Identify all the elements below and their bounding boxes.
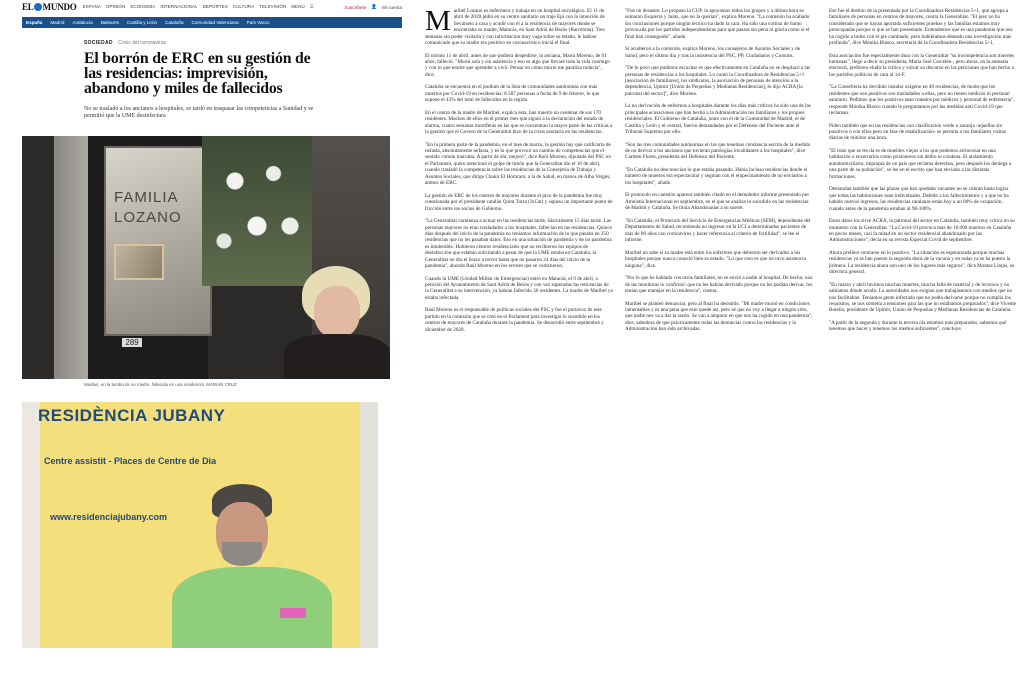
paragraph: "La Conselleria ha decidido instalar oxígeno en 40 residencias, de modo que los residentes que son positivos son trasladados a ellas, pero no tienen médicos ni personal sanitario. Pedimos que los positivos sean tratados por médicos y personal de enfermería", responde Mónika Blasco cuando le preguntamos por las medidas anti Covid-19 que reclaman. [829,84,1015,117]
paragraph: El protocolo en cuestión aparece también citado en el demoledor informe presentado por Amnistía Internacional en septiembre, en el que se analiza lo sucedido en las residencias de Madrid y Cataluña. Se titula Abandonadas a su suerte. [625,192,810,212]
region-comunidad-valenciana[interactable]: Comunidad Valenciana [191,20,239,25]
nav-item-espana[interactable]: ESPAÑA [82,4,101,9]
paragraph: "En Cataluña, el Protocolo del Servicio de Emergencias Médicas (SEM), dependiente del Departamento de Salud, recomienda no ingresar en la UCI a determinados pacientes de más de 80 años con coronavirus y hacer referencia al criterio de fortilidad", se lee el informe. [625,217,811,244]
paragraph: Estos datos los sirve ACRA, la patronal del sector en Cataluña, también muy crítica en su momento con la Generalitat. "La Covid-19 provoca más de 16.000 muertos en Cataluña en pocos meses, casi la mitad en un sector residencial abandonado por las Administraciones", decía en su revista Especial Covid de septiembre. [829,218,1015,244]
nav-item-opinion[interactable]: OPINIÓN [105,4,126,9]
photo-grave-plaque-text [114,188,182,228]
paragraph: Si acudieron a la comisión, explica Moreno, los consejeros de Asuntos Sociales y de Salud, pero el último día y tras la insistencia del PSC, PP, Ciudadanos y Comuns. [625,46,801,59]
paragraph: Ahora prefiere centrarse en lo positivo. "La situación es esperanzada porque muchas residencias ya se han puesto la segunda dosis de la vacuna y en todas ya se ha puesto la primera. La residencia ahora son uno de los lugares más seguros", dice Montse Llopis, su directora general. [829,249,1015,276]
photo-grave [22,136,390,379]
section-tag[interactable]: Crisis del coronavirus [118,40,166,46]
paragraph: La gestión de ERC de los centros de mayores durante el pico de la pandemia fue muy cuestionada por el presidente catalán Quim Torra (JxCat) y supuso un importante punto de fricción entre los socios de Gobierno. [425,192,613,212]
paragraph: Cuando la UME (Unidad Militar de Emergencias) entró en Matacás, el 9 de abril, a petición del Ayuntamiento de Sant Adrià de Besòs y con vez superadas las reticencias de la Generalitat a su intervención, ya habían fallecido 36 residentes. La madre de Maribel ya estaba infectada. [425,275,613,301]
region-pais-vasco[interactable]: País Vasco [246,20,270,25]
paragraph: "La Generalitat comienza a actuar en las residencias tarde, básicamente 15 días tarde. Las personas mayores no eran trasladados a los hospitales, fallecían en las residencias. Quince días después del inicio de la pandemia no teníamos información de lo que pasaba en 250 residencias que no les pasaban datos. Eso en una situación de pandemia y de no pandemia es intolerable. Hubieron centros residenciales que no recibieron los equipos de desinfección que estaban solicitando a pesar de que la UME estaba en Cataluña, la Generalitat no dio el brazo a torcer hasta que no pasaron 24 días del inicio de la pandemia", ahonda Raúl Moreno en los errores que se cometieron. [425,218,612,269]
region-madrid[interactable]: Madrid [50,20,65,25]
menu-icon[interactable]: ☰ [309,4,314,9]
paragraph: "El trato que se les da es de muebles viejos a los que podemos arrinconar en una habitación o encerrarlos como prisioneros sin delito ni condena. El aislamiento autodomiciliario, impropia de un país que reclama derechos, pero después los deniega a una parte de su población", se lee en el escrito que han enviado a las distintas formaciones. [829,148,1012,180]
plaque-line-2: LOZANO [114,209,182,226]
paragraph: "En marzo y abril tuvimos muchas muertes, mucha falta de material y de recursos y no sabíamos dónde acudir. La autoridades nos exigían que trabajásemos con medios que no nos facilitaban. Teníamos gente infectada que no podía derivarse porque no cumplía los requisitos, se nos sometía a tensiones para las que no estábamos preparados", dice Vicente Botella, presidente de Upimir, Unión de Pequeñas y Medianas Residencias de Cataluña. [829,281,1017,314]
photo-grave-plaque [104,146,212,336]
photo-grave-number: 289 [122,338,142,347]
article-column-2 [625,8,813,339]
paragraph: "A partir de la segunda y durante la tercera ola estamos más preparados, sabemos qué tenemos que hacer y tenemos los medios suficientes", concluye. [829,319,1007,333]
region-espana[interactable]: España [26,20,43,25]
top-nav [83,4,314,10]
nav-item-deportes[interactable]: DEPORTES [202,4,228,9]
user-icon[interactable]: 👤 [371,4,378,9]
paragraph: "Fue un desastre. Lo propuso la CUP, la apoyamos todos los grupos y a última hora se sumaron Esquerra y Junts, que no la querían", explica Moreno. "La comisión ha acabado sin conclusiones porque ningún técnico ha dado la cara. Ha sido una cortina de humo provocada por los partidos independentistas para que pasara sin pena ni gloria como si el final han conseguido", añade. [625,8,810,40]
photo-grave-flowers [202,136,312,286]
article-left-column [22,0,402,676]
paragraph: La no derivación de enfermos a hospitales durante los días más críticos ha sido una de las principales acusaciones que han hecho a la Administración los familiares y los propios residenciales. El Gobierno de Cataluña, junto con el de la Comunidad de Madrid, el de Castilla y León y el central, fueron demandados por el Defensor del Paciente ante el Tribunal Supremo por ello. [625,103,811,136]
paragraph: "De lo poco que pudimos escuchar es que efectivamente en Cataluña no se desplazó a las personas de residencias a los hospitales. Lo contó la Coordinadora de Residencias 5+1 [asociación de familiares], los sindicatos, la asociación de personas de atención a la dependencia, Upimir [Unión de Pequeñas y Medianas Residencias], lo dijo ACRA [la patronal del sector]", dice Moreno. [625,65,811,97]
paragraph: Maribel no sabe si su madre está entre los enfermos que debieron ser derivados a los hospitales porque nunca conoció bien su estado. "Lo que creo es que no tuvo asistencia ninguna", dice. [625,249,806,269]
photo-man-beard [222,542,262,566]
plaque-line-1: FAMILIA [114,189,179,206]
nav-item-internacional[interactable]: INTERNACIONAL [160,4,198,9]
paragraph: Raúl Moreno es el responsable de políticas sociales del PSC y fue el portavoz de este partido en la comisión que se creó en el Parlament para investigar lo sucedido en los centros de mayores de Cataluña durante la pandemia. Se desarrolló entre septiembre y diciembre de 2020. [425,307,604,333]
region-cataluna[interactable]: Cataluña [165,20,184,25]
region-baleares[interactable]: Baleares [100,20,119,25]
paragraph: "En la primera parte de la pandemia, en el mes de marzo, la gestión hay que calificarla de nefasta, absolutamente nefasta, y es lo que provocó un cambio de competencias que el sentido común marcaba. A partir de ahí, mejoró", dice Raúl Moreno, diputado del PSC en el Parlament, quien mencionó el golpe de timón que la Generalitat dio el 10 de abril, cuando trasladó la competencia sobre las residencias de la Consejería de Trabajo y Asuntos Sociales, que dirige Chakir El Homrani, a la de Salud, en manos de Alba Vergés, ambos de ERC. [425,141,611,187]
residence-sign-web: www.residenciajubany.com [50,512,168,522]
paragraph: Piden también que en las residencias con clasificación verde o naranja -aquellas sin positivos o con ellos pero en fase de estabilización- se permita a los familiares visitas diarias de mínimo una hora. [829,122,1006,142]
region-castilla-leon[interactable]: Castilla y León [126,20,158,25]
photo-woman-face [314,286,360,338]
paragraph: Demandan también que las plazas que han quedado vacantes no se cubran hasta lograr que todas las habitaciones sean individuales. Debido a los fallecimientos y a que no ha habido nuevos ingresos, las residencias catalanas están hoy a un 80% de ocupación, cuando antes de la pandemia estaban al 98-100%. [829,186,1009,212]
photo-man-badge [280,608,306,618]
residence-sign-title: RESIDÈNCIA JUBANY [38,406,226,425]
paragraph: Esta asociación fue especialmente dura con la Generalitat "su incompetencia son muertes humanas", llegó a decir su presidenta, María José Carcelén-, pero ahora, en la antesala electoral, prefieren eludir la crítica y volcar su discurso en las peticiones que han hecho a los partidos políticos de cara al 14-F. [829,52,1015,78]
article-column-1 [425,5,613,339]
photo-grave-caption: Maribel, en la tumba de su madre, fallecida en una residencia. MARIAN CRUZ [84,382,237,387]
paragraph: El mismo 11 de abril, antes de que pudiera despedirse, la anciana, María Moreno, de 91 años, falleció. "Murió sola y sin asistencia y eso es algo que llevaré toda la vida conmigo y con lo que tendré que aprender a vivir. Pensar en cómo murió me paraliza todavía", dice. [425,52,610,78]
account-area [344,4,402,10]
photo-residence [22,402,378,648]
subscribe-link[interactable]: Suscríbete [344,4,367,10]
nav-item-menu[interactable]: MENÚ [291,4,305,9]
photo-man-body [172,567,332,648]
region-andalucia[interactable]: Andalucía [72,20,93,25]
dropcap: M [425,5,451,37]
paragraph: "Son las tres comunidades autónomas en las que tenemos constancia escrita de la medida de no derivar a los ancianos que tuvieran patologías invalidantes a los hospitales", dice Carmen Flores, presidenta del Defensor del Paciente. [625,141,810,161]
nav-item-cultura[interactable]: CULTURA [232,4,255,9]
photo-grave-portrait [114,244,164,280]
paragraph-text: aribel Lozano es enfermera y trabaja en un hospital oncológico. El 11 de abril de 2020 pidió en su centro sanitario un traje Epi con la intención de llevárselo a casa y acudir con él a la residencia de mayores donde se encontraba su madre, Matacás, en Sant Adrià de Besòs (Barcelona). Tres semanas sin poder visitarla y con información muy vaga sobre su estado, le habían comunicado que su madre era positivo en coronavirus e iniciá el final. [425,8,605,47]
nav-item-television[interactable]: TELEVISIÓN [259,4,287,9]
region-bar [22,17,402,28]
top-bar [22,0,402,14]
article-column-3 [829,8,1017,339]
paragraph: En el centro de la madre de Maribel, explica ésta, han muerto un centenar de sus 170 residentes. Muchos de ellos en el primer mes que siguió a la declaración del estado de alarma, cuatro semanas mortíferas en las que se concentran la mayor parte de las críticas a la gestión que el Govern de la Generalitat hizo de la crisis sanitaria en las residencias. [425,109,613,136]
article-deck: No se trasladó a los ancianos a hospitales, se tardó en traspasar las competencias a Sanidad y se permitió que la UME desinfectara [84,106,314,119]
site-logo[interactable]: EL MUNDO [22,2,77,12]
residence-sign-subtitle: Centre assistit - Places de Centre de Dia [44,456,217,466]
nav-item-economia[interactable]: ECONOMÍA [130,4,156,9]
article-headline: El borrón de ERC en su gestión de las residencias: imprevisión, abandono y miles de fallecidos [84,50,311,97]
paragraph [425,5,613,47]
section-name[interactable]: SOCIEDAD [84,40,113,46]
paragraph: "Por lo que he hablado con otros familiares, no se envió a nadie al hospital. De hecho, una de las monitoras lo confirmó: que no les habían derivado porque no los podían derivar, los tenían que manejar en la residencia", cuenta. [625,275,813,294]
paragraph: Cataluña se encuentra en el podium de la lista de comunidades autónomas con más muertos por Covid-19 en residencias: 8.587 personas a fecha de 9 de febrero, lo que supone el 43% del total de fallecidos en la región. [425,84,600,104]
section-label [84,40,402,46]
paragraph: "En Cataluña no desconocían lo que estaba pasando. Había incluso residencias donde el número de muertos era espectacular y seguían con el empecinamiento de no enviarlos a los hospitales", añade. [625,167,808,186]
account-link[interactable]: Mi cuenta [382,4,402,10]
photo-woman-body [284,334,390,379]
paragraph: Ese fue el destino de la presentada por la Coordinadora Residencias 5+1, que agrupa a familiares de personas en centros de mayores, contra la Generalitat. "El juez no ha considerado que se hayan aportado suficientes pruebas y las familias estamos muy preocupadas porque sí que se han presentado. Entendemos que es una pandemia que nos ha cogido a todos con el pie cambiado, pero hubiéramos deseado una investigación más profunda", dice Mónika Blasco, secretaria de la Coordinadora Residencias 5+1. [829,8,1013,47]
paragraph: Maribel se planteó denunciar, pero al final ha desistido. "Mi madre murió en condiciones lamentables y es una pena que esto quede así, pero sé que no voy a llegar a ningún sitio, que nadie nos va a dar la razón. Se van a amparar en que nos ha cogido en una pandemia", dice, sabedora de que prácticamente todas las denuncias contra las residencias y la Administración han sido archivadas. [625,300,813,333]
